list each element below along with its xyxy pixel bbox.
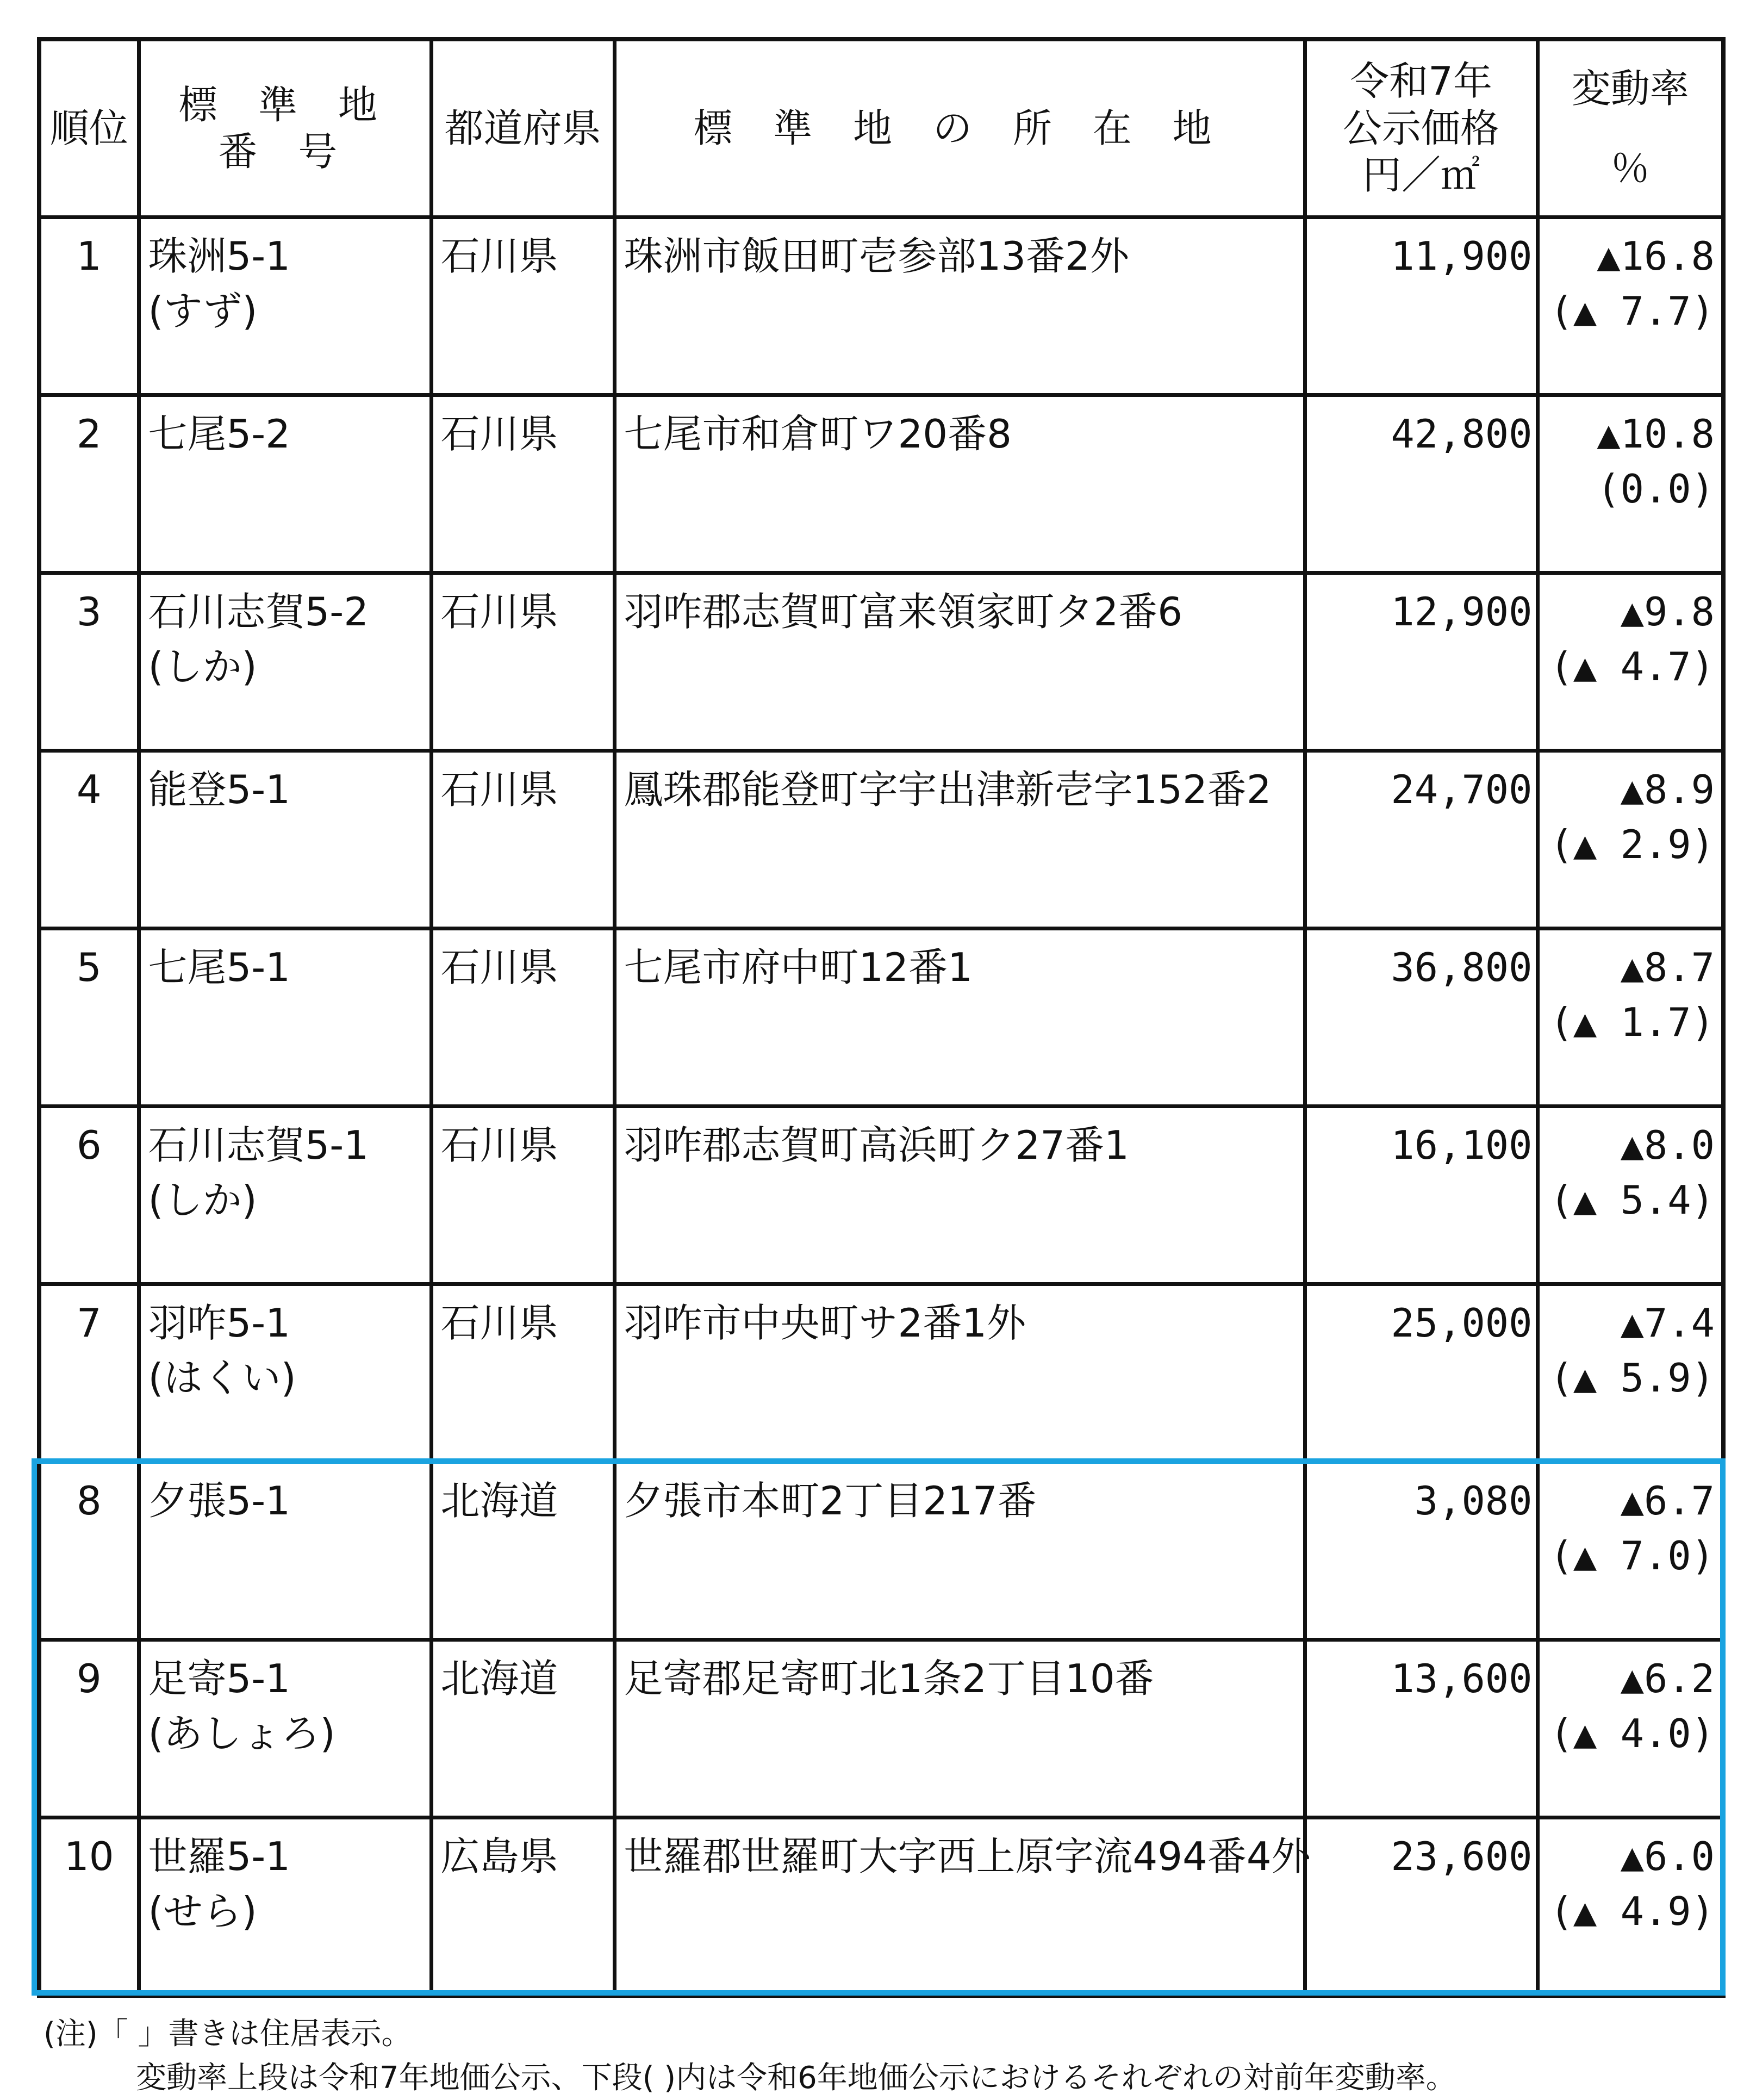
table-row bbox=[39, 929, 1723, 1107]
change-prev-value: (0.0) bbox=[1597, 465, 1715, 512]
code-value: 石川志賀5-2 bbox=[148, 589, 369, 635]
change-value: ▲8.7 bbox=[1620, 945, 1715, 990]
header-prefecture: 都道府県 bbox=[431, 39, 614, 218]
prefecture-value: 石川県 bbox=[440, 589, 558, 635]
rank-value: 4 bbox=[76, 767, 102, 812]
code-cell bbox=[139, 1284, 431, 1462]
change-cell bbox=[1537, 1818, 1723, 1996]
rank-value: 10 bbox=[64, 1834, 114, 1879]
price-value: 3,080 bbox=[1414, 1478, 1533, 1524]
prefecture-value: 北海道 bbox=[440, 1656, 558, 1701]
rank-value: 6 bbox=[76, 1122, 102, 1168]
header-code: 標 準 地 番 号 bbox=[139, 39, 431, 218]
address-value: 七尾市府中町12番1 bbox=[624, 945, 973, 990]
price-cell bbox=[1305, 1640, 1537, 1818]
price-cell bbox=[1305, 1284, 1537, 1462]
header-price bbox=[1305, 39, 1537, 218]
change-value: ▲7.4 bbox=[1620, 1300, 1715, 1346]
prefecture-cell bbox=[431, 395, 614, 573]
price-value: 13,600 bbox=[1391, 1656, 1533, 1701]
change-prev-value: (▲ 4.9) bbox=[1549, 1888, 1715, 1934]
price-cell bbox=[1305, 751, 1537, 929]
header-price-line3: 円／㎡ bbox=[1362, 152, 1480, 198]
footnote-line-1: (注)「 」書きは住居表示。 bbox=[43, 2016, 412, 2052]
address-cell bbox=[614, 218, 1305, 395]
change-value: ▲6.7 bbox=[1620, 1478, 1715, 1524]
price-cell bbox=[1305, 1107, 1537, 1284]
prefecture-value: 北海道 bbox=[440, 1478, 558, 1524]
address-cell bbox=[614, 395, 1305, 573]
header-price-line1: 令和7年 bbox=[1350, 58, 1492, 104]
code-cell bbox=[139, 751, 431, 929]
code-reading: (すず) bbox=[148, 288, 258, 334]
address-cell bbox=[614, 1107, 1305, 1284]
price-cell bbox=[1305, 395, 1537, 573]
price-value: 24,700 bbox=[1391, 767, 1533, 812]
header-change bbox=[1537, 39, 1723, 218]
rank-value: 7 bbox=[76, 1300, 102, 1346]
address-cell bbox=[614, 1818, 1311, 1996]
price-cell bbox=[1305, 929, 1537, 1107]
price-cell bbox=[1305, 1462, 1537, 1640]
prefecture-value: 石川県 bbox=[440, 1300, 558, 1346]
address-cell bbox=[614, 1640, 1305, 1818]
change-value: ▲6.0 bbox=[1620, 1834, 1715, 1879]
code-cell bbox=[139, 218, 431, 395]
change-prev-value: (▲ 7.7) bbox=[1549, 288, 1715, 334]
rank-value: 3 bbox=[76, 589, 102, 635]
header-change-line1: 変動率 bbox=[1571, 65, 1689, 111]
rank-value: 1 bbox=[76, 233, 102, 279]
address-value: 世羅郡世羅町大字西上原字流494番4外 bbox=[624, 1834, 1311, 1879]
table-header-row bbox=[39, 39, 1723, 218]
rank-cell bbox=[39, 929, 139, 1107]
price-cell bbox=[1305, 1818, 1537, 1996]
address-cell bbox=[614, 1284, 1305, 1462]
address-value: 七尾市和倉町ワ20番8 bbox=[624, 411, 1012, 457]
price-value: 11,900 bbox=[1391, 233, 1533, 279]
prefecture-cell bbox=[431, 1818, 614, 1996]
prefecture-cell bbox=[431, 1107, 614, 1284]
price-value: 12,900 bbox=[1391, 589, 1533, 635]
code-cell bbox=[139, 573, 431, 751]
prefecture-value: 広島県 bbox=[440, 1834, 558, 1879]
change-cell bbox=[1537, 1284, 1723, 1462]
prefecture-cell bbox=[431, 573, 614, 751]
code-reading: (あしょろ) bbox=[148, 1710, 335, 1756]
table-row bbox=[39, 573, 1723, 751]
address-cell bbox=[614, 1462, 1305, 1640]
rank-value: 2 bbox=[76, 411, 102, 457]
footnote-line-2: 変動率上段は令和7年地価公示、下段( )内は令和6年地価公示におけるそれぞれの対前年変動率。 bbox=[136, 2060, 1456, 2096]
code-value: 珠洲5-1 bbox=[148, 233, 291, 279]
address-value: 羽咋市中央町サ2番1外 bbox=[624, 1300, 1026, 1346]
change-prev-value: (▲ 2.9) bbox=[1549, 821, 1715, 867]
code-cell bbox=[139, 1818, 431, 1996]
prefecture-value: 石川県 bbox=[440, 945, 558, 990]
address-cell bbox=[614, 929, 1305, 1107]
code-cell bbox=[139, 1462, 431, 1640]
address-value: 羽咋郡志賀町高浜町ク27番1 bbox=[624, 1122, 1129, 1168]
change-prev-value: (▲ 5.4) bbox=[1549, 1177, 1715, 1223]
price-value: 16,100 bbox=[1391, 1122, 1533, 1168]
prefecture-value: 石川県 bbox=[440, 1122, 558, 1168]
header-rank: 順位 bbox=[39, 39, 139, 218]
change-value: ▲9.8 bbox=[1620, 589, 1715, 635]
header-price-line2: 公示価格 bbox=[1342, 105, 1499, 151]
change-prev-value: (▲ 4.0) bbox=[1549, 1710, 1715, 1756]
code-value: 石川志賀5-1 bbox=[148, 1122, 369, 1168]
change-value: ▲6.2 bbox=[1620, 1656, 1715, 1701]
price-value: 23,600 bbox=[1391, 1834, 1533, 1879]
code-value: 足寄5-1 bbox=[148, 1656, 291, 1701]
rank-cell bbox=[39, 1284, 139, 1462]
code-cell bbox=[139, 1640, 431, 1818]
address-value: 羽咋郡志賀町富来領家町タ2番6 bbox=[624, 589, 1183, 635]
change-value: ▲8.0 bbox=[1620, 1122, 1715, 1168]
prefecture-cell bbox=[431, 1462, 614, 1640]
code-reading: (しか) bbox=[148, 1177, 257, 1223]
table-row bbox=[39, 218, 1723, 395]
rank-value: 9 bbox=[76, 1656, 102, 1701]
header-change-line2: ％ bbox=[1610, 145, 1650, 191]
code-cell bbox=[139, 395, 431, 573]
prefecture-cell bbox=[431, 1640, 614, 1818]
code-value: 七尾5-2 bbox=[148, 411, 291, 457]
table-row bbox=[39, 1818, 1723, 1996]
prefecture-cell bbox=[431, 1284, 614, 1462]
change-cell bbox=[1537, 1640, 1723, 1818]
table-row bbox=[39, 1284, 1723, 1462]
table-row bbox=[39, 1640, 1723, 1818]
footnotes bbox=[43, 2012, 1718, 2100]
change-prev-value: (▲ 4.7) bbox=[1549, 643, 1715, 689]
code-cell bbox=[139, 1107, 431, 1284]
change-cell bbox=[1537, 1107, 1723, 1284]
code-value: 七尾5-1 bbox=[148, 945, 291, 990]
change-value: ▲10.8 bbox=[1597, 411, 1715, 457]
change-prev-value: (▲ 1.7) bbox=[1549, 999, 1715, 1045]
rank-value: 8 bbox=[76, 1478, 102, 1524]
prefecture-value: 石川県 bbox=[440, 411, 558, 457]
rank-value: 5 bbox=[76, 945, 102, 990]
code-cell bbox=[139, 929, 431, 1107]
rank-cell bbox=[39, 1107, 139, 1284]
code-reading: (せら) bbox=[148, 1888, 257, 1934]
change-cell bbox=[1537, 1462, 1723, 1640]
price-value: 42,800 bbox=[1391, 411, 1533, 457]
price-cell bbox=[1305, 573, 1537, 751]
price-value: 25,000 bbox=[1391, 1300, 1533, 1346]
table-row bbox=[39, 1462, 1723, 1640]
prefecture-value: 石川県 bbox=[440, 233, 558, 279]
change-cell bbox=[1537, 751, 1723, 929]
change-value: ▲16.8 bbox=[1597, 233, 1715, 279]
code-reading: (しか) bbox=[148, 643, 257, 689]
change-cell bbox=[1537, 218, 1723, 395]
address-cell bbox=[614, 573, 1305, 751]
land-price-ranking-table bbox=[37, 37, 1726, 1998]
rank-cell bbox=[39, 218, 139, 395]
rank-cell bbox=[39, 395, 139, 573]
price-cell bbox=[1305, 218, 1537, 395]
header-address: 標 準 地 の 所 在 地 bbox=[614, 39, 1305, 218]
table-row bbox=[39, 395, 1723, 573]
code-value: 夕張5-1 bbox=[148, 1478, 291, 1524]
change-cell bbox=[1537, 573, 1723, 751]
address-cell bbox=[614, 751, 1305, 929]
table-row bbox=[39, 1107, 1723, 1284]
prefecture-cell bbox=[431, 751, 614, 929]
table-row bbox=[39, 751, 1723, 929]
rank-cell bbox=[39, 1462, 139, 1640]
rank-cell bbox=[39, 751, 139, 929]
address-value: 鳳珠郡能登町字宇出津新壱字152番2 bbox=[624, 767, 1272, 812]
change-cell bbox=[1537, 395, 1723, 573]
rank-cell bbox=[39, 1818, 139, 1996]
address-value: 夕張市本町2丁目217番 bbox=[624, 1478, 1037, 1524]
code-reading: (はくい) bbox=[148, 1355, 296, 1401]
prefecture-cell bbox=[431, 929, 614, 1107]
code-value: 羽咋5-1 bbox=[148, 1300, 291, 1346]
rank-cell bbox=[39, 1640, 139, 1818]
change-prev-value: (▲ 5.9) bbox=[1549, 1355, 1715, 1401]
prefecture-cell bbox=[431, 218, 614, 395]
change-cell bbox=[1537, 929, 1723, 1107]
code-value: 世羅5-1 bbox=[148, 1834, 291, 1879]
change-value: ▲8.9 bbox=[1620, 767, 1715, 812]
code-value: 能登5-1 bbox=[148, 767, 291, 812]
price-value: 36,800 bbox=[1391, 945, 1533, 990]
change-prev-value: (▲ 7.0) bbox=[1549, 1532, 1715, 1579]
address-value: 足寄郡足寄町北1条2丁目10番 bbox=[624, 1656, 1154, 1701]
address-value: 珠洲市飯田町壱参部13番2外 bbox=[624, 233, 1129, 279]
prefecture-value: 石川県 bbox=[440, 767, 558, 812]
rank-cell bbox=[39, 573, 139, 751]
